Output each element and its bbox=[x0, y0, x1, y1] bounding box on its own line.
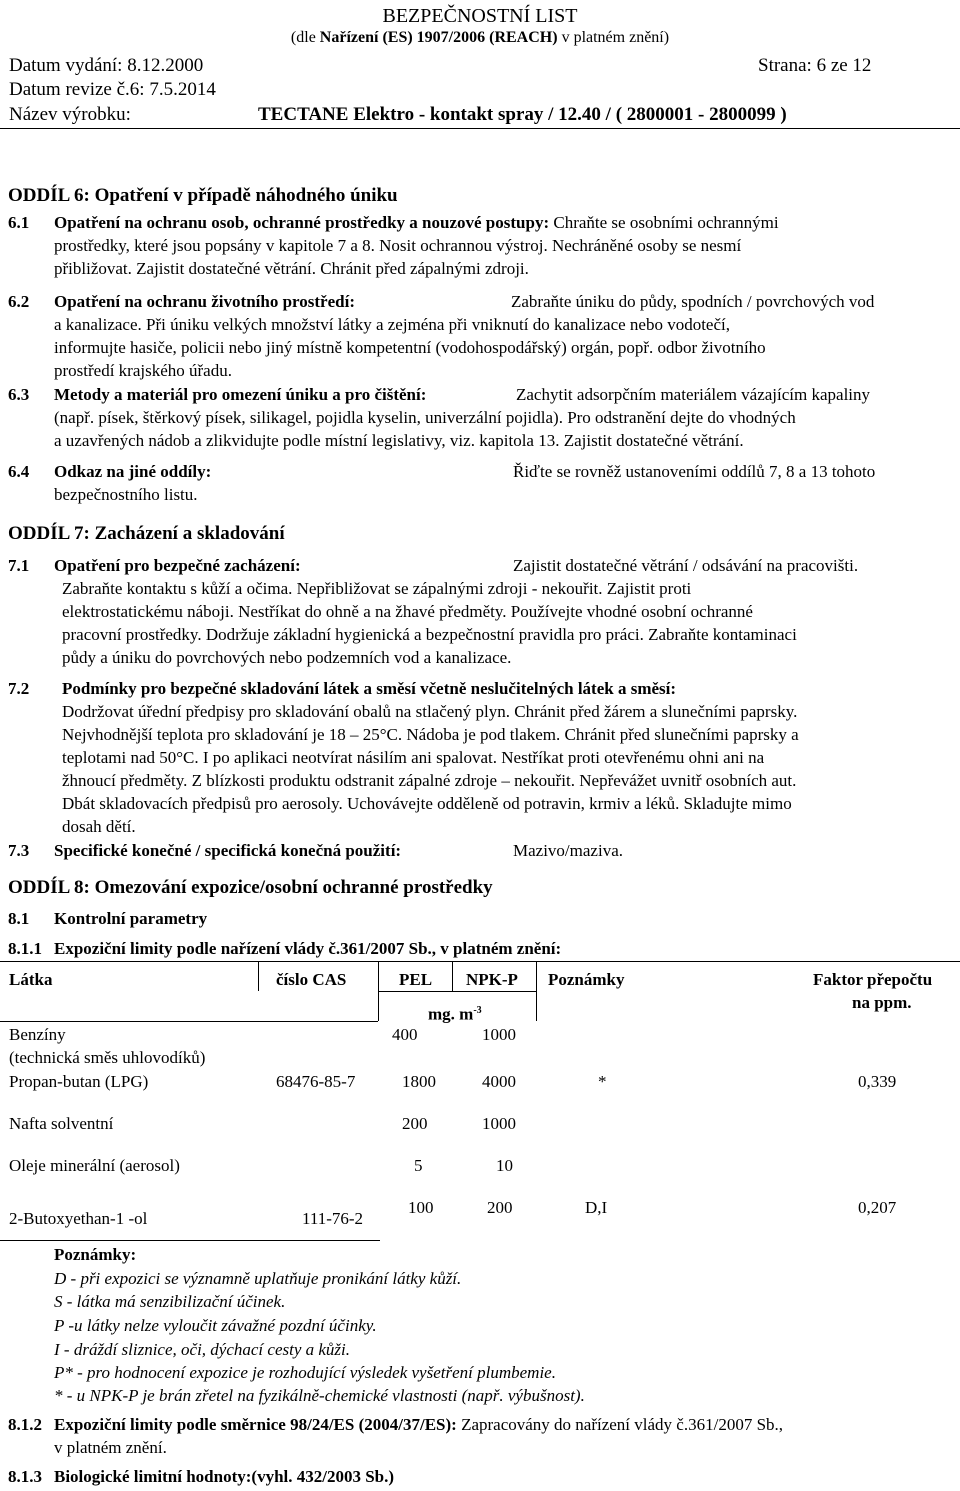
body-text: Chraňte se osobními ochrannými bbox=[553, 213, 779, 232]
section-6-title: ODDÍL 6: Opatření v případě náhodného úniku bbox=[8, 185, 398, 206]
document-title: BEZPEČNOSTNÍ LIST bbox=[382, 5, 578, 27]
table-cell-substance: Propan-butan (LPG) bbox=[9, 1072, 149, 1091]
section-6-2-line-1-tail: Zabraňte úniku do půdy, spodních / povrchových vod bbox=[511, 292, 875, 311]
product-label: Název výrobku: bbox=[9, 104, 131, 125]
unit-exponent: -3 bbox=[473, 1005, 482, 1016]
section-7-title: ODDÍL 7: Zacházení a skladování bbox=[8, 523, 285, 544]
section-6-4-line-2: bezpečnostního listu. bbox=[54, 485, 198, 504]
table-cell-npk: 1000 bbox=[482, 1025, 516, 1044]
section-7-3-tail: Mazivo/maziva. bbox=[513, 841, 623, 860]
table-cell-substance-detail: (technická směs uhlovodíků) bbox=[9, 1048, 206, 1067]
revision-date: Datum revize č.6: 7.5.2014 bbox=[9, 79, 216, 100]
regulation-note bbox=[0, 28, 960, 48]
section-6-1-line-1 bbox=[8, 213, 779, 233]
table-grid-line bbox=[259, 1240, 380, 1241]
section-6-4-heading: Odkaz na jiné oddíly: bbox=[54, 462, 212, 481]
section-6-3-line-2: (např. písek, štěrkový písek, silikagel, pojidla kyselin, univerzální pojidla). Pro odstranění dejte do vhodných bbox=[54, 408, 796, 427]
section-8-1-2-line-2: v platném znění. bbox=[54, 1438, 167, 1457]
regulation-prefix: (dle bbox=[290, 29, 320, 46]
section-7-3-line bbox=[8, 841, 401, 861]
table-grid-line bbox=[452, 961, 453, 991]
section-8-1-heading: Kontrolní parametry bbox=[54, 909, 208, 928]
table-cell-pel: 100 bbox=[408, 1198, 434, 1217]
note-item: I - dráždí sliznice, oči, dýchací cesty a kůži. bbox=[54, 1340, 351, 1359]
section-7-1-line-1-tail: Zajistit dostatečné větrání / odsávání na pracovišti. bbox=[513, 556, 859, 575]
section-7-2-line-6: Dbát skladovacích předpisů pro aerosoly. Uchovávejte odděleně od potravin, krmiv a léků. Skladujte mimo bbox=[62, 794, 792, 813]
section-7-1-line-5: půdy a úniku do povrchových nebo podzemních vod a kanalizace. bbox=[62, 648, 512, 667]
section-7-2-line-7: dosah dětí. bbox=[62, 817, 136, 836]
table-header-factor-2: na ppm. bbox=[852, 993, 912, 1012]
table-cell-npk: 200 bbox=[487, 1198, 513, 1217]
section-7-2-line-2: Dodržovat úřední předpisy pro skladování obalů na stlačený plyn. Chránit před žárem a slunečními paprsky. bbox=[62, 702, 798, 721]
section-6-2-line-2: a kanalizace. Při úniku velkých množství látky a zejména při vniknutí do kanalizace nebo vodotečí, bbox=[54, 315, 730, 334]
table-top-rule bbox=[0, 961, 960, 962]
table-cell-pel: 1800 bbox=[402, 1072, 436, 1091]
table-header-substance: Látka bbox=[9, 970, 53, 989]
section-6-3-line-1 bbox=[8, 385, 426, 405]
unit-text: mg. m bbox=[428, 1004, 474, 1024]
table-cell-pel: 400 bbox=[392, 1025, 418, 1044]
table-grid-line bbox=[536, 961, 537, 1021]
table-grid-line bbox=[258, 961, 259, 991]
section-6-3-line-3: a uzavřených nádob a zlikvidujte podle místní legislativy, viz. kapitola 13. Zajistit dostatečné větrání. bbox=[54, 431, 744, 450]
section-7-1-line-3: elektrostatickému náboji. Nestříkat do ohně a na žhavé předměty. Používejte vhodné osobní ochranné bbox=[62, 602, 753, 621]
section-7-2-line-1 bbox=[8, 679, 676, 699]
table-cell-pel: 200 bbox=[402, 1114, 428, 1133]
section-6-4-line-1 bbox=[8, 462, 211, 482]
section-6-1-heading: Opatření na ochranu osob, ochranné prostředky a nouzové postupy: bbox=[54, 213, 550, 232]
table-header-notes: Poznámky bbox=[548, 970, 625, 989]
table-cell-npk: 10 bbox=[496, 1156, 513, 1175]
section-6-2-heading: Opatření na ochranu životního prostředí: bbox=[54, 292, 355, 311]
regulation-bold: Nařízení (ES) 1907/2006 (REACH) bbox=[319, 29, 558, 46]
table-grid-line bbox=[0, 1021, 378, 1022]
table-cell-cas: 111-76-2 bbox=[302, 1209, 364, 1228]
table-cell-substance: Oleje minerální (aerosol) bbox=[9, 1156, 180, 1175]
notes-title: Poznámky: bbox=[54, 1245, 137, 1264]
section-number: 7.3 bbox=[8, 841, 30, 860]
section-6-2-line-1 bbox=[8, 292, 355, 312]
note-item: S - látka má senzibilizační účinek. bbox=[54, 1292, 286, 1311]
section-7-2-line-3: Nejvhodnější teplota pro skladování je 18 – 25°C. Nádoba je pod tlakem. Chránit před slunečními paprsky a bbox=[62, 725, 799, 744]
table-header-unit bbox=[428, 1001, 482, 1025]
section-8-1-1-heading: Expoziční limity podle nařízení vlády č.361/2007 Sb., v platném znění: bbox=[54, 939, 562, 958]
table-cell-cas: 68476-85-7 bbox=[276, 1072, 356, 1091]
section-8-1-2-line-1 bbox=[8, 1415, 783, 1435]
section-6-1-line-3: přibližovat. Zajistit dostatečné větrání. Chránit před zápalnými zdroji. bbox=[54, 259, 529, 278]
header-divider bbox=[0, 128, 960, 129]
section-number: 7.2 bbox=[8, 679, 30, 698]
section-number: 6.4 bbox=[8, 462, 30, 481]
section-7-3-heading: Specifické konečné / specifická konečná použití: bbox=[54, 841, 402, 860]
section-6-2-line-3: informujte hasiče, policii nebo jiný místně kompetentní (vodohospodářský) orgán, popř. odbor životního bbox=[54, 338, 766, 357]
section-number: 8.1.3 bbox=[8, 1467, 42, 1486]
section-number: 8.1.2 bbox=[8, 1415, 42, 1434]
section-8-1-3-heading: Biologické limitní hodnoty:(vyhl. 432/2003 Sb.) bbox=[54, 1467, 395, 1486]
section-6-2-line-4: prostředí krajského úřadu. bbox=[54, 361, 232, 380]
table-grid-line bbox=[0, 1240, 259, 1241]
section-7-2-heading: Podmínky pro bezpečné skladování látek a směsí včetně neslučitelných látek a směsí: bbox=[62, 679, 677, 698]
section-number: 8.1.1 bbox=[8, 939, 42, 958]
section-number: 6.2 bbox=[8, 292, 30, 311]
section-7-2-line-4: teplotami nad 50°C. I po aplikaci neotvírat násilím ani spalovat. Nestříkat proti otevřenému ohni ani na bbox=[62, 748, 765, 767]
table-cell-npk: 1000 bbox=[482, 1114, 516, 1133]
note-item: P* - pro hodnocení expozice je rozhodující výsledek vyšetření plumbemie. bbox=[54, 1363, 556, 1382]
table-cell-factor: 0,339 bbox=[858, 1072, 897, 1091]
section-7-1-line-1 bbox=[8, 556, 301, 576]
section-number: 7.1 bbox=[8, 556, 30, 575]
section-number: 6.1 bbox=[8, 213, 30, 232]
section-8-1-line bbox=[8, 909, 207, 929]
regulation-suffix: v platném znění) bbox=[557, 29, 670, 46]
note-item: * - u NPK-P je brán zřetel na fyzikálně-chemické vlastnosti (např. výbušnost). bbox=[54, 1386, 585, 1405]
page-number: Strana: 6 ze 12 bbox=[758, 55, 872, 76]
note-item: D - při expozici se významně uplatňuje pronikání látky kůží. bbox=[54, 1269, 462, 1288]
section-6-3-line-1-tail: Zachytit adsorpčním materiálem vázajícím kapaliny bbox=[516, 385, 871, 404]
section-7-2-line-5: žhnoucí předměty. Z blízkosti produktu odstranit zápalné zdroje – nekouřit. Nepřevážet uvnitř osobních aut. bbox=[62, 771, 797, 790]
note-item: P -u látky nelze vyloučit závažné pozdní účinky. bbox=[54, 1316, 377, 1335]
section-8-title: ODDÍL 8: Omezování expozice/osobní ochranné prostředky bbox=[8, 877, 493, 898]
table-cell-notes: * bbox=[598, 1072, 607, 1091]
table-cell-factor: 0,207 bbox=[858, 1198, 897, 1217]
section-8-1-3-line bbox=[8, 1467, 394, 1487]
table-cell-substance: Benzíny bbox=[9, 1025, 66, 1044]
table-grid-line bbox=[378, 991, 536, 992]
table-header-cas: číslo CAS bbox=[276, 970, 347, 989]
section-number: 6.3 bbox=[8, 385, 30, 404]
table-header-npk: NPK-P bbox=[466, 970, 518, 989]
section-8-1-1-line bbox=[8, 939, 561, 959]
table-cell-npk: 4000 bbox=[482, 1072, 516, 1091]
section-7-1-line-2: Zabraňte kontaktu s kůží a očima. Nepřibližovat se zápalnými zdroji - nekouřit. Zajistit proti bbox=[62, 579, 692, 598]
section-6-4-line-1-tail: Řiďte se rovněž ustanoveními oddílů 7, 8 a 13 tohoto bbox=[513, 462, 876, 481]
table-cell-substance: 2-Butoxyethan-1 -ol bbox=[9, 1209, 148, 1228]
product-name: TECTANE Elektro - kontakt spray / 12.40 / ( 2800001 - 2800099 ) bbox=[258, 104, 787, 125]
table-cell-notes: D,I bbox=[585, 1198, 608, 1217]
section-8-1-2-heading: Expoziční limity podle směrnice 98/24/ES (2004/37/ES): bbox=[54, 1415, 457, 1434]
section-6-1-line-2: prostředky, které jsou popsány v kapitole 7 a 8. Nosit ochrannou výstroj. Nechráněné osoby se nesmí bbox=[54, 236, 742, 255]
body-text: Zapracovány do nařízení vlády č.361/2007 Sb., bbox=[461, 1415, 784, 1434]
table-cell-substance: Nafta solventní bbox=[9, 1114, 114, 1133]
section-7-1-heading: Opatření pro bezpečné zacházení: bbox=[54, 556, 301, 575]
section-7-1-line-4: pracovní prostředky. Dodržuje základní hygienická a bezpečnostní pravidla pro práci. Zabraňte kontaminaci bbox=[62, 625, 797, 644]
section-number: 8.1 bbox=[8, 909, 30, 928]
table-header-factor-1: Faktor přepočtu bbox=[813, 970, 933, 989]
section-6-3-heading: Metody a materiál pro omezení úniku a pro čištění: bbox=[54, 385, 427, 404]
table-header-pel: PEL bbox=[399, 970, 433, 989]
issue-date: Datum vydání: 8.12.2000 bbox=[9, 55, 204, 76]
table-cell-pel: 5 bbox=[414, 1156, 423, 1175]
